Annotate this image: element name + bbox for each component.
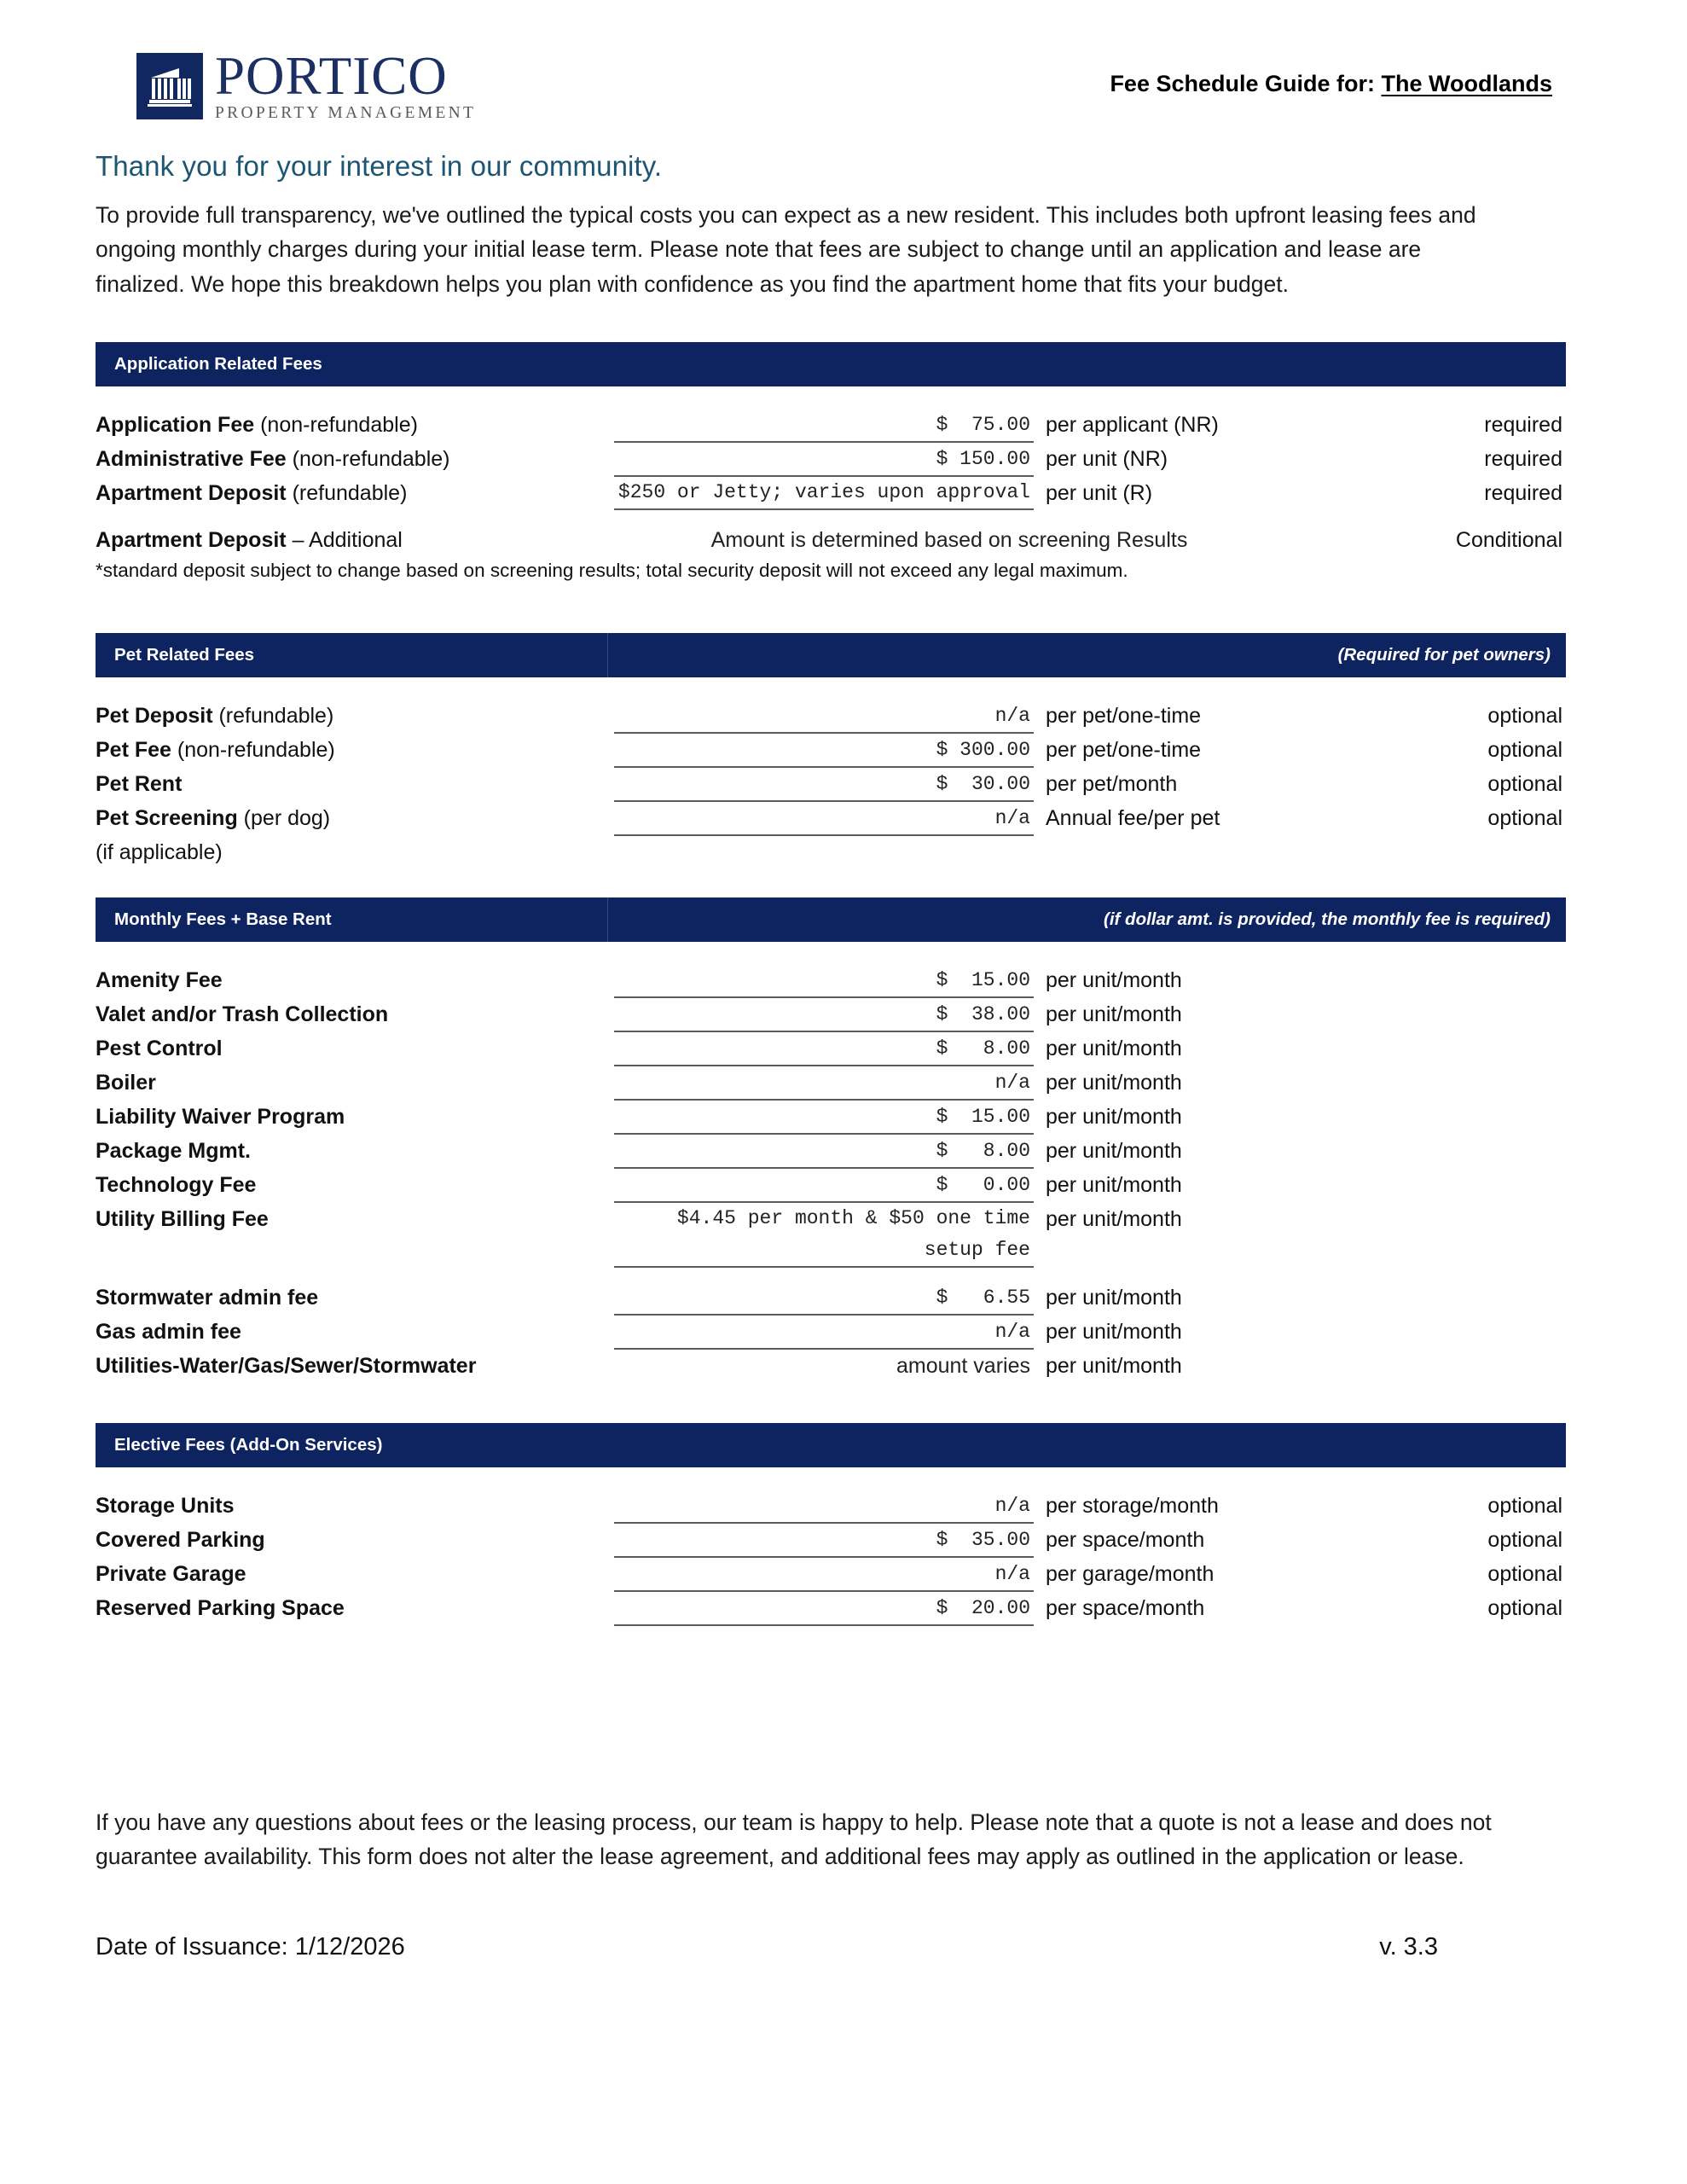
fee-unit: per applicant (NR) [1046, 412, 1219, 437]
fee-value[interactable]: $ 150.00 [614, 443, 1034, 477]
table-row [96, 1490, 1566, 1524]
page-title [1110, 71, 1552, 102]
fee-label [96, 1350, 614, 1382]
fee-label [96, 802, 614, 834]
fee-label-bold: Technology Fee [96, 1172, 257, 1197]
fee-label-bold: Administrative Fee [96, 446, 287, 471]
fee-value[interactable]: $ 75.00 [614, 409, 1034, 443]
fee-unit: per unit/month [1046, 1104, 1182, 1129]
section-title-application: Application Related Fees [114, 353, 322, 374]
fee-label-bold: Package Mgmt. [96, 1138, 252, 1163]
fee-label-bold: Pet Screening [96, 805, 238, 830]
brand-logo [136, 46, 477, 123]
table-row [96, 1203, 1566, 1268]
application-footnote: *standard deposit subject to change based on screening results; total security deposit will not exceed any legal maximum. [96, 559, 1128, 581]
fee-label [96, 443, 614, 475]
fee-unit: per unit (R) [1046, 480, 1153, 505]
fee-value[interactable]: n/a [614, 1316, 1034, 1350]
page-title-prefix: Fee Schedule Guide for: [1110, 70, 1382, 96]
fee-label [96, 1101, 614, 1133]
fee-unit: per unit/month [1046, 1036, 1182, 1060]
fee-label-bold: Utility Billing Fee [96, 1206, 269, 1231]
fee-label [96, 1135, 614, 1167]
fee-unit: per storage/month [1046, 1493, 1219, 1518]
portico-building-icon [136, 53, 203, 119]
table-row [96, 768, 1566, 802]
fee-unit: per unit/month [1046, 1206, 1182, 1231]
table-row [96, 1350, 1566, 1382]
fee-unit: per unit/month [1046, 1319, 1182, 1344]
table-row [96, 1281, 1566, 1316]
fee-label [96, 768, 614, 800]
table-row [96, 1592, 1566, 1626]
fee-unit: per unit/month [1046, 1353, 1182, 1378]
fee-requirement: required [1484, 412, 1562, 437]
fee-label-light: (non-refundable) [286, 446, 450, 471]
fee-label [96, 1281, 614, 1314]
fee-label [96, 1524, 614, 1556]
table-row [96, 477, 1566, 510]
section-rows-application [96, 409, 1566, 582]
fee-label-bold: Application Fee [96, 412, 255, 437]
table-row [96, 1558, 1566, 1592]
fee-label-bold: Valet and/or Trash Collection [96, 1002, 389, 1026]
fee-requirement: optional [1487, 771, 1562, 796]
fee-label-bold: Storage Units [96, 1493, 235, 1518]
fee-value[interactable]: $ 20.00 [614, 1592, 1034, 1626]
fee-label-light: (per dog) [237, 805, 331, 830]
brand-name: PORTICO [215, 46, 448, 107]
section-note-monthly: (if dollar amt. is provided, the monthly fee is required) [1104, 909, 1551, 929]
fee-label-light: – Additional [286, 527, 403, 552]
table-row [96, 734, 1566, 768]
fee-unit: per space/month [1046, 1595, 1205, 1620]
fee-requirement: optional [1487, 737, 1562, 762]
fee-label [96, 1169, 614, 1201]
section-header-application [96, 342, 1566, 386]
fee-value[interactable]: $ 8.00 [614, 1032, 1034, 1066]
fee-value[interactable]: $ 15.00 [614, 1101, 1034, 1135]
document-version: v. 3.3 [1379, 1933, 1438, 1961]
fee-unit: per unit/month [1046, 967, 1182, 992]
fee-unit: per unit/month [1046, 1172, 1182, 1197]
date-of-issuance: Date of Issuance: 1/12/2026 [96, 1933, 405, 1961]
fee-requirement: optional [1487, 1595, 1562, 1620]
fee-label [96, 409, 614, 441]
spacer [96, 868, 1566, 897]
spacer [96, 1268, 1566, 1281]
fee-label-bold: Apartment Deposit [96, 527, 287, 552]
fee-value[interactable]: n/a [614, 700, 1034, 734]
fee-label-bold: Reserved Parking Space [96, 1595, 345, 1620]
table-row [96, 1135, 1566, 1169]
fee-value[interactable]: $ 300.00 [614, 734, 1034, 768]
table-row [96, 1032, 1566, 1066]
fee-value[interactable]: n/a [614, 1066, 1034, 1101]
fee-label [96, 1203, 614, 1235]
fee-label-light: (refundable) [212, 703, 334, 728]
fee-label [96, 524, 614, 556]
fee-label-bold: Gas admin fee [96, 1319, 241, 1344]
table-row [96, 1169, 1566, 1203]
fee-label-bold: Pest Control [96, 1036, 223, 1060]
fee-requirement: optional [1487, 805, 1562, 830]
footer-note: If you have any questions about fees or the leasing process, our team is happy to help. Please note that a quote is not a lease and does not guarantee availability. This form does not alter the lease agreement, and additional fees may apply as outlined in the application or lease. [96, 1809, 1492, 1870]
fee-label-bold: Pet Fee [96, 737, 171, 762]
fee-requirement: required [1484, 480, 1562, 505]
table-row [96, 1101, 1566, 1135]
spacer [96, 582, 1566, 633]
section-rows-pet [96, 700, 1566, 868]
fee-value[interactable]: $ 0.00 [614, 1169, 1034, 1203]
brand-tagline: PROPERTY MANAGEMENT [215, 104, 477, 123]
fee-unit: per pet/one-time [1046, 737, 1202, 762]
fee-unit: per garage/month [1046, 1561, 1215, 1586]
fee-unit: per pet/month [1046, 771, 1178, 796]
table-row [96, 964, 1566, 998]
fee-label [96, 1032, 614, 1065]
section-title-monthly: Monthly Fees + Base Rent [114, 909, 332, 929]
fee-label [96, 998, 614, 1031]
table-row [96, 1316, 1566, 1350]
spacer [96, 1382, 1566, 1423]
intro-paragraph: To provide full transparency, we've outlined the typical costs you can expect as a new resident. This includes both upfront leasing fees and ongoing monthly charges during your initial lease term. Please note that fees are subject to change until an application and lease are finalized. We hope this breakdown helps you plan with confidence as you find the apartment home that fits your budget. [96, 202, 1476, 297]
table-row [96, 700, 1566, 734]
fee-value[interactable]: Amount is determined based on screening Results [710, 527, 1188, 552]
fee-label [96, 1558, 614, 1590]
fee-value[interactable]: n/a [614, 1490, 1034, 1524]
fee-value[interactable]: $ 6.55 [614, 1281, 1034, 1316]
pet-screening-continuation: (if applicable) [96, 839, 223, 864]
section-note-pet: (Required for pet owners) [1337, 644, 1551, 665]
fee-unit: per pet/one-time [1046, 703, 1202, 728]
table-row [96, 802, 1566, 836]
fee-label-light: (non-refundable) [171, 737, 335, 762]
fee-label-bold: Pet Deposit [96, 703, 213, 728]
fee-value[interactable]: $ 15.00 [614, 964, 1034, 998]
fee-value[interactable]: $ 38.00 [614, 998, 1034, 1032]
fee-label-bold: Apartment Deposit [96, 480, 287, 505]
fee-label-bold: Stormwater admin fee [96, 1285, 319, 1310]
section-rows-monthly [96, 964, 1566, 1382]
fee-label-bold: Private Garage [96, 1561, 246, 1586]
fee-label [96, 964, 614, 996]
fee-unit: per unit/month [1046, 1002, 1182, 1026]
fee-label [96, 1490, 614, 1522]
fee-value[interactable]: $250 or Jetty; varies upon approval [614, 477, 1034, 510]
fee-unit: per unit/month [1046, 1285, 1182, 1310]
fee-label-bold: Boiler [96, 1070, 156, 1095]
spacer [96, 1626, 1566, 1805]
table-row [96, 1066, 1566, 1101]
fee-label-bold: Liability Waiver Program [96, 1104, 345, 1129]
fee-unit: per space/month [1046, 1527, 1205, 1552]
fee-value[interactable]: $ 8.00 [614, 1135, 1034, 1169]
fee-value[interactable]: $ 30.00 [614, 768, 1034, 802]
fee-label [96, 1592, 614, 1624]
fee-label [96, 1066, 614, 1099]
fee-requirement: optional [1487, 1493, 1562, 1518]
footer-meta [96, 1933, 1566, 1961]
fee-label-light: (non-refundable) [254, 412, 418, 437]
fee-value[interactable]: $ 35.00 [614, 1524, 1034, 1558]
spacer [96, 510, 1566, 524]
fee-requirement: optional [1487, 703, 1562, 728]
fee-label-light: (refundable) [286, 480, 408, 505]
fee-label [96, 700, 614, 732]
fee-label-bold: Amenity Fee [96, 967, 223, 992]
fee-requirement: required [1484, 446, 1562, 471]
section-header-pet [96, 633, 1566, 677]
fee-requirement: optional [1487, 1561, 1562, 1586]
fee-unit: per unit/month [1046, 1138, 1182, 1163]
fee-unit: per unit (NR) [1046, 446, 1168, 471]
fee-label-bold: Utilities-Water/Gas/Sewer/Stormwater [96, 1353, 477, 1378]
fee-label [96, 477, 614, 509]
fee-label [96, 1316, 614, 1348]
fee-requirement: optional [1487, 1527, 1562, 1552]
fee-label-bold: Pet Rent [96, 771, 183, 796]
table-row [96, 1524, 1566, 1558]
section-title-pet: Pet Related Fees [114, 644, 255, 665]
document-header [0, 0, 1687, 128]
fee-unit: per unit/month [1046, 1070, 1182, 1095]
section-title-elective: Elective Fees (Add-On Services) [114, 1434, 383, 1455]
section-header-elective [96, 1423, 1566, 1467]
fee-requirement: Conditional [1455, 527, 1562, 552]
fee-value[interactable]: $4.45 per month & $50 one time setup fee [614, 1203, 1034, 1268]
fee-value[interactable]: n/a [614, 802, 1034, 836]
fee-unit: Annual fee/per pet [1046, 805, 1220, 830]
fee-value[interactable]: amount varies [896, 1353, 1030, 1378]
section-header-monthly [96, 897, 1566, 942]
table-row [96, 443, 1566, 477]
welcome-tagline: Thank you for your interest in our community. [96, 150, 663, 182]
fee-label [96, 734, 614, 766]
table-row-additional-deposit [96, 524, 1566, 556]
fee-label-bold: Covered Parking [96, 1527, 265, 1552]
table-row [96, 409, 1566, 443]
section-rows-elective [96, 1490, 1566, 1626]
fee-value[interactable]: n/a [614, 1558, 1034, 1592]
table-row [96, 998, 1566, 1032]
property-name: The Woodlands [1381, 70, 1552, 96]
